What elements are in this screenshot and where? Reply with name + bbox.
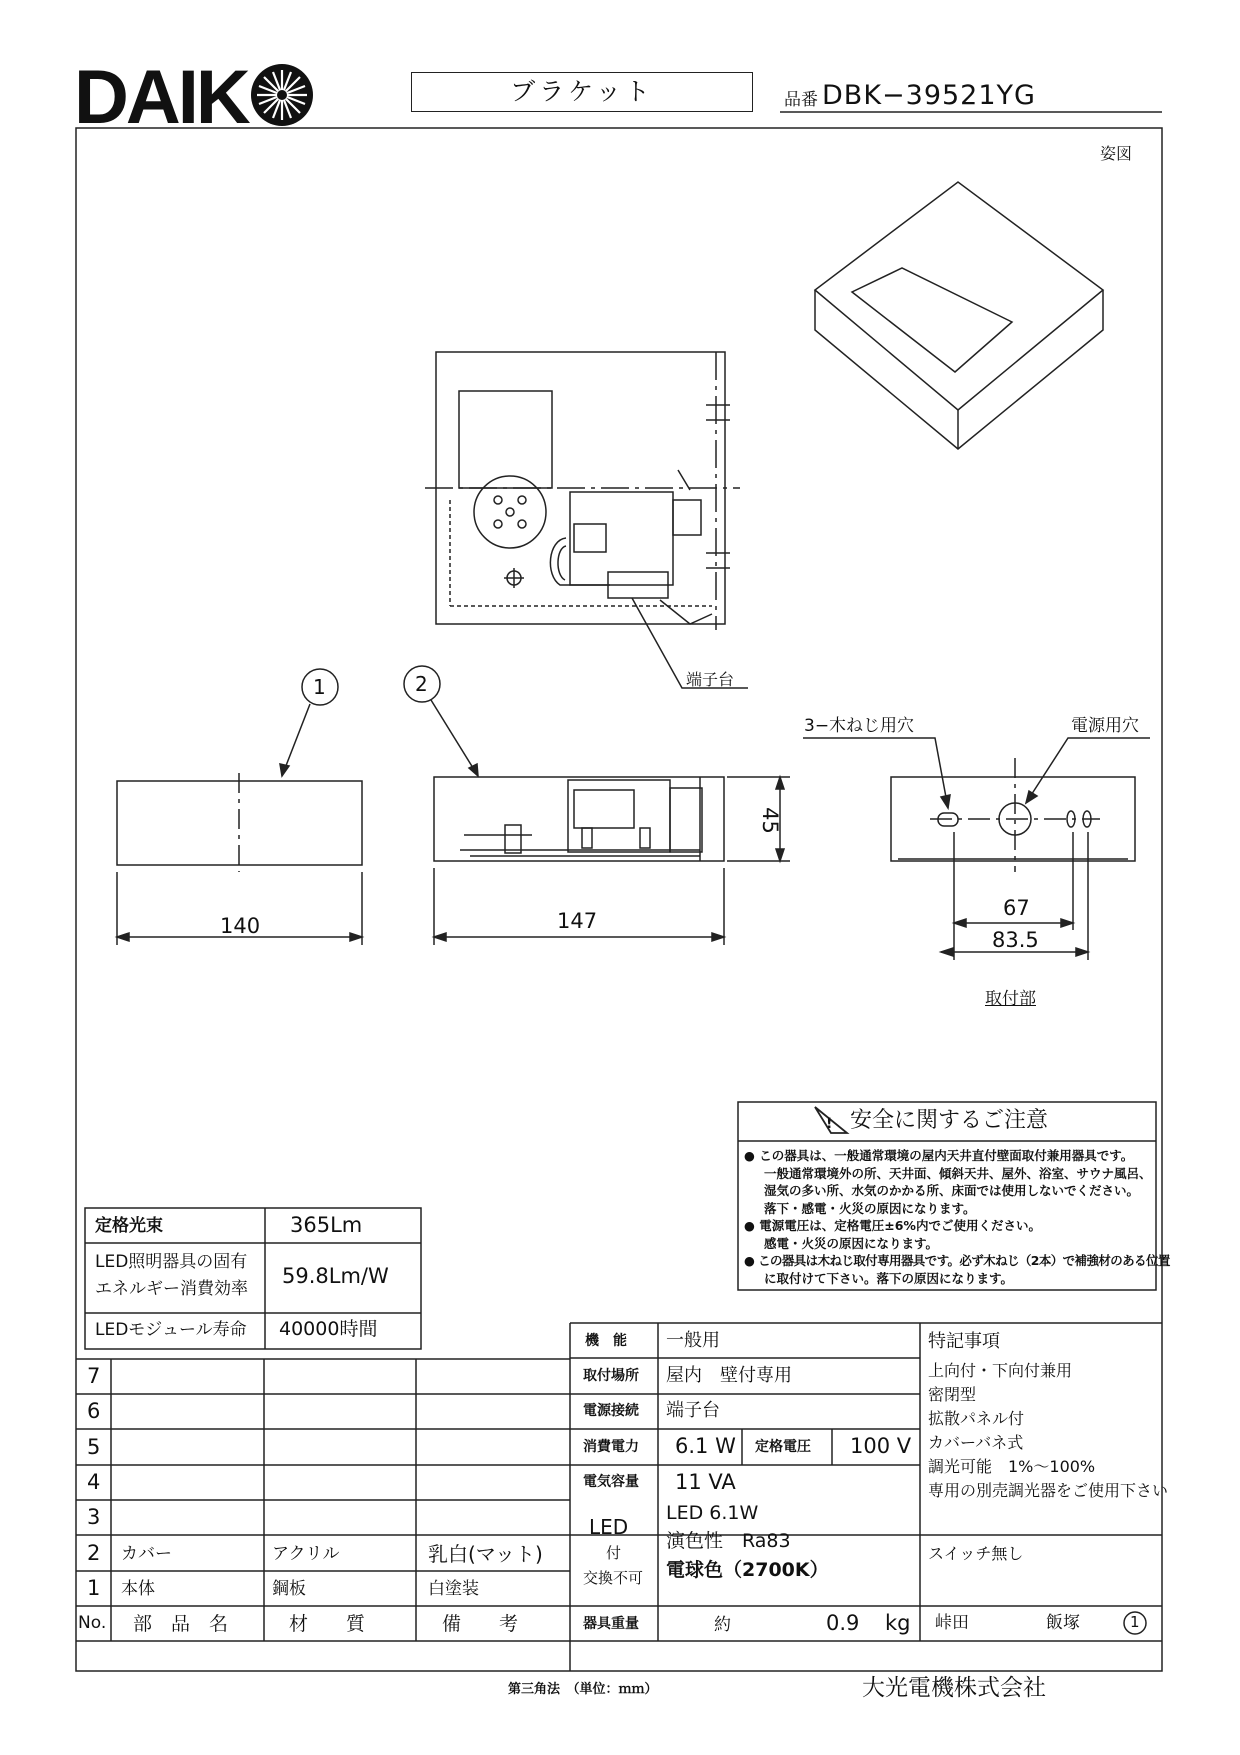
feature-item: 調光可能 1%〜100% [928, 1457, 1096, 1476]
parts-header-no: No. [78, 1613, 107, 1633]
callout-2: 2 [415, 672, 428, 696]
part-material-2: アクリル [272, 1544, 340, 1564]
model-prefix: 品番 [784, 90, 818, 110]
view-label: 姿図 [1100, 144, 1133, 163]
safety-note-1: この器具は、一般通常環境の屋内天井直付壁面取付兼用器具です。 [759, 1148, 1134, 1163]
feature-item: 専用の別売調光器をご使用下さい [928, 1481, 1169, 1500]
spec-mount-value: 屋内 壁付専用 [666, 1365, 792, 1386]
features-title: 特記事項 [928, 1331, 1000, 1352]
parts-header-name: 部 品 名 [133, 1613, 229, 1635]
dim-hole-pitch-b: 83.5 [992, 928, 1039, 952]
safety-note-8: に取付けて下さい。落下の原因になります。 [764, 1270, 1014, 1286]
perf-value-life: 40000時間 [279, 1318, 378, 1340]
parts-header-note: 備 考 [442, 1613, 519, 1635]
top-view [425, 352, 740, 630]
callout-1: 1 [313, 675, 326, 699]
drafter-name: 峠田 [935, 1613, 969, 1633]
safety-note-3: 湿気の多い所、水気のかかる所、床面では使用しないでください。 [764, 1183, 1140, 1198]
dim-width-front: 140 [220, 914, 261, 938]
terminal-label: 端子台 [686, 670, 735, 689]
power-hole-label: 電源用穴 [1071, 716, 1139, 736]
dim-hole-pitch-a: 67 [1003, 896, 1030, 920]
spec-led-line-1: LED 6.1W [666, 1502, 759, 1524]
dim-height-value: 45 [757, 807, 782, 834]
part-no-1: 1 [87, 1576, 101, 1600]
mounting-view [803, 738, 1150, 960]
mount-label: 取付部 [985, 989, 1036, 1009]
spec-function-value: 一般用 [666, 1330, 720, 1351]
spec-weight-unit: kg [885, 1611, 911, 1635]
spec-weight-prefix: 約 [714, 1615, 731, 1635]
part-no-5: 5 [87, 1435, 101, 1459]
part-no-3: 3 [87, 1505, 101, 1529]
part-name-1: 本体 [121, 1579, 155, 1599]
company-name: 大光電機株式会社 [862, 1675, 1046, 1701]
perf-value-efficiency: 59.8Lm/W [282, 1264, 389, 1288]
perf-label-efficiency-2: エネルギー消費効率 [95, 1279, 248, 1299]
safety-title: 安全に関するご注意 [850, 1108, 1049, 1133]
part-no-7: 7 [87, 1364, 101, 1388]
bullet-icon: ● [744, 1148, 760, 1163]
part-no-4: 4 [87, 1470, 101, 1494]
part-note-1: 白塗装 [428, 1579, 479, 1599]
projection-note: 第三角法 （単位：ｍｍ） [508, 1682, 658, 1697]
bullet-icon: ● [744, 1218, 760, 1233]
spec-weight-label: 器具重量 [583, 1616, 639, 1632]
safety-note-6: 感電・火災の原因になります。 [764, 1235, 939, 1251]
brand-logo: DAIK [74, 55, 248, 140]
safety-note-2: 一般通常環境外の所、天井面、傾斜天井、屋外、浴室、サウナ風呂、 [764, 1165, 1152, 1181]
safety-note-5: 電源電圧は、定格電圧±6%内でご使用ください。 [759, 1218, 1041, 1233]
spec-voltage-value: 100 V [850, 1434, 912, 1458]
screw-hole-label: 3−木ねじ用穴 [804, 716, 915, 736]
spec-led-label-3: 交換不可 [583, 1569, 644, 1587]
spec-led-line-3: 電球色（2700K） [666, 1559, 829, 1581]
dim-height [759, 807, 780, 834]
feature-item: 拡散パネル付 [928, 1409, 1025, 1428]
feature-item: カバーバネ式 [928, 1433, 1024, 1452]
dim-width-side: 147 [557, 909, 598, 933]
part-note-2: 乳白(マット) [428, 1542, 543, 1566]
spec-capacity-value: 11 VA [675, 1470, 736, 1494]
part-material-1: 鋼板 [272, 1579, 306, 1599]
perf-label-flux: 定格光束 [95, 1216, 163, 1236]
safety-notes [744, 1147, 1170, 1287]
bullet-icon: ● [744, 1253, 759, 1268]
switch-note: スイッチ無し [928, 1544, 1024, 1563]
part-no-6: 6 [87, 1399, 101, 1423]
side-view [404, 666, 790, 945]
perf-label-life: LEDモジュール寿命 [95, 1320, 247, 1340]
spec-power-conn-label: 電源接続 [583, 1403, 639, 1419]
features-list [928, 1359, 1168, 1503]
parts-header-material: 材 質 [289, 1613, 366, 1635]
spec-power-label: 消費電力 [583, 1439, 639, 1455]
spec-power-value: 6.1 W [675, 1434, 736, 1458]
isometric-view [815, 182, 1103, 449]
perf-value-flux: 365Lm [290, 1213, 363, 1237]
part-name-2: カバー [121, 1544, 172, 1564]
spec-led-line-2: 演色性 Ra83 [666, 1530, 791, 1552]
model-number: DBK−39521YG [822, 80, 1036, 111]
perf-label-efficiency-1: LED照明器具の固有 [95, 1252, 248, 1272]
safety-note-4: 落下・感電・火災の原因になります。 [764, 1200, 976, 1216]
product-type: ブラケット [510, 77, 654, 106]
front-view [117, 669, 362, 945]
checker-name: 飯塚 [1046, 1613, 1080, 1633]
sheet-number: 1 [1130, 1613, 1140, 1631]
spec-led-label-1: LED [589, 1515, 629, 1539]
spec-voltage-label: 定格電圧 [755, 1439, 811, 1455]
spec-power-conn-value: 端子台 [666, 1400, 720, 1421]
part-no-2: 2 [87, 1541, 101, 1565]
feature-item: 上向付・下向付兼用 [928, 1361, 1073, 1380]
spec-mount-label: 取付場所 [583, 1368, 639, 1384]
spec-function-label: 機 能 [585, 1333, 627, 1349]
spec-capacity-label: 電気容量 [583, 1474, 639, 1490]
safety-note-7: この器具は木ねじ取付専用器具です。必ず木ねじ（2本）で補強材のある位置 [758, 1253, 1170, 1268]
spec-weight-value: 0.9 [826, 1611, 860, 1635]
spec-led-label-2: 付 [606, 1544, 622, 1562]
warning-mark: ! [826, 1116, 833, 1132]
feature-item: 密閉型 [928, 1385, 977, 1404]
